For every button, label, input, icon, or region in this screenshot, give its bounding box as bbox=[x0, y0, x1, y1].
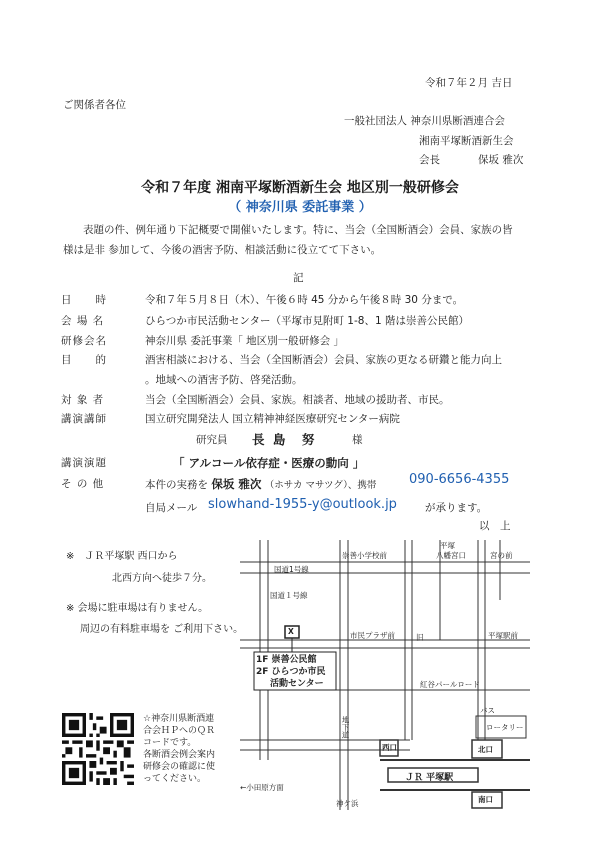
detail-label: 目 的 bbox=[61, 354, 107, 366]
contact-kana: （ホサカ マサツグ）、携帯 bbox=[264, 480, 377, 491]
detail-label: 対 象 者 bbox=[61, 394, 105, 406]
page-subtitle: （ 神奈川県 委託事業 ） bbox=[228, 200, 372, 215]
map-label-south: 南口 bbox=[478, 795, 493, 804]
map-label-rotary: ロータリー bbox=[486, 723, 524, 732]
detail-value: 酒害相談における、当会（全国断酒会）会員、家族の更なる研鑽と能力向上 bbox=[145, 354, 502, 366]
intro-line1: 表題の件、例年通り下記概要で開催いたします。特に、当会（全国断酒会）会員、家族の皆 bbox=[83, 224, 513, 236]
lecture-title: 「 アルコール依存症・医療の動向 」 bbox=[173, 456, 365, 470]
other-text bbox=[145, 476, 376, 492]
lecturer-role: 研究員 bbox=[196, 434, 228, 446]
detail-label: 日 時 bbox=[61, 294, 107, 306]
detail-value: 神奈川県 委託事業「 地区別一般研修会 」 bbox=[145, 335, 345, 347]
map-label-hiratsuka: 平塚 bbox=[440, 541, 455, 550]
qr-note-line: 研修会の確認に使 bbox=[143, 762, 216, 772]
detail-label: 講演講師 bbox=[61, 413, 107, 425]
map-label-route1a: 国道1号線 bbox=[274, 565, 309, 574]
map-label-odawara: ←小田原方面 bbox=[240, 783, 284, 792]
ijo-marker: 以 上 bbox=[479, 520, 511, 532]
map-label-miyanomae: 宮の前 bbox=[490, 551, 513, 560]
map-label-station-front: 平塚駅前 bbox=[488, 631, 518, 640]
intro-line2: 様は是非 参加して、今後の酒害予防、相談活動に役立てて下さい。 bbox=[63, 244, 382, 256]
access-note1: ※ ＪＲ平塚駅 西口から bbox=[66, 551, 178, 562]
phone-link[interactable]: 090-6656-4355 bbox=[409, 472, 510, 487]
map-label-west: 西口 bbox=[382, 743, 397, 752]
parking-note1: ※ 会場に駐車場は有りません。 bbox=[66, 603, 209, 614]
map-label-ki: 旧 bbox=[416, 633, 424, 642]
qr-code[interactable] bbox=[62, 713, 134, 785]
map-label-north: 北口 bbox=[478, 745, 493, 754]
venue-floor2: 2F ひらつか市民 bbox=[256, 667, 326, 677]
contact-name: 保坂 雅次 bbox=[211, 477, 262, 491]
sender-org2: 湘南平塚断酒新生会 bbox=[419, 135, 514, 147]
access-note2: 北西方向へ徒歩７分。 bbox=[112, 573, 212, 584]
qr-note-line: ってください。 bbox=[143, 774, 207, 784]
venue-floor1: 1F 崇善公民館 bbox=[256, 655, 317, 665]
email-suffix: が承ります。 bbox=[425, 502, 488, 514]
parking-note2: 周辺の有料駐車場を ご利用下さい。 bbox=[80, 624, 244, 635]
detail-value: ひらつか市民活動センター（平塚市見附町 1-8、1 階は崇善公民館） bbox=[145, 315, 469, 327]
page-title: 令和７年度 湘南平塚断酒新生会 地区別一般研修会 bbox=[141, 180, 459, 196]
lecturer-suffix: 様 bbox=[352, 434, 363, 446]
sender-role: 会長 bbox=[419, 154, 440, 166]
qr-note-line: 各断酒会例会案内 bbox=[143, 750, 216, 760]
venue-box bbox=[256, 654, 325, 690]
recipient: ご関係者各位 bbox=[63, 99, 126, 111]
map-label-bus: バス bbox=[480, 706, 495, 715]
detail-label: 研修会名 bbox=[61, 335, 107, 347]
map-label-jr: ＪＲ 平塚駅 bbox=[405, 773, 454, 783]
qr-note-line: 合会ＨＰへのＱＲ bbox=[143, 726, 216, 736]
map-label-sugen-school: 崇善小学校前 bbox=[342, 551, 387, 560]
map-label-beniya: 紅谷パールロード bbox=[420, 680, 480, 689]
map-label-x: X bbox=[288, 627, 294, 636]
detail-value: 令和７年５月８日（木）、午後６時 45 分から午後８時 30 分まで。 bbox=[145, 294, 464, 306]
detail-value: 国立研究開発法人 国立精神神経医療研究センター病院 bbox=[145, 413, 400, 425]
email-label: 自局メール bbox=[145, 502, 198, 514]
detail-value: 。地域への酒害予防、啓発活動。 bbox=[145, 374, 303, 386]
qr-note-line: コードです。 bbox=[143, 738, 197, 748]
qr-note-line: ☆神奈川県断酒連 bbox=[143, 714, 215, 724]
venue-floor2-cont: 活動センター bbox=[270, 679, 324, 689]
qr-note bbox=[143, 713, 215, 785]
lecturer-name: 長 島 努 bbox=[252, 432, 317, 447]
sender-name: 保坂 雅次 bbox=[478, 154, 524, 166]
sender-org1: 一般社団法人 神奈川県断酒連合会 bbox=[344, 115, 505, 127]
map-label-route1b: 国道１号線 bbox=[270, 591, 308, 600]
other-text1: 本件の実務を bbox=[145, 479, 208, 491]
detail-value: 当会（全国断酒会）会員、家族。相談者、地域の援助者、市民。 bbox=[145, 394, 450, 406]
email-link[interactable]: slowhand-1955-y@outlook.jp bbox=[208, 497, 397, 512]
map-label-kanagawa: 神ケ浜 bbox=[336, 799, 359, 808]
ki-marker: 記 bbox=[293, 272, 304, 284]
map-label-hachiman: 八幡宮口 bbox=[436, 551, 466, 560]
date: 令和７年２月 吉日 bbox=[425, 77, 513, 89]
detail-label: 講演演題 bbox=[61, 457, 107, 469]
detail-label: そ の 他 bbox=[61, 478, 105, 490]
access-map bbox=[240, 540, 530, 810]
map-label-chikadou: 地下道 bbox=[341, 716, 350, 739]
detail-label: 会 場 名 bbox=[61, 315, 105, 327]
map-label-plaza: 市民プラザ前 bbox=[350, 631, 395, 640]
